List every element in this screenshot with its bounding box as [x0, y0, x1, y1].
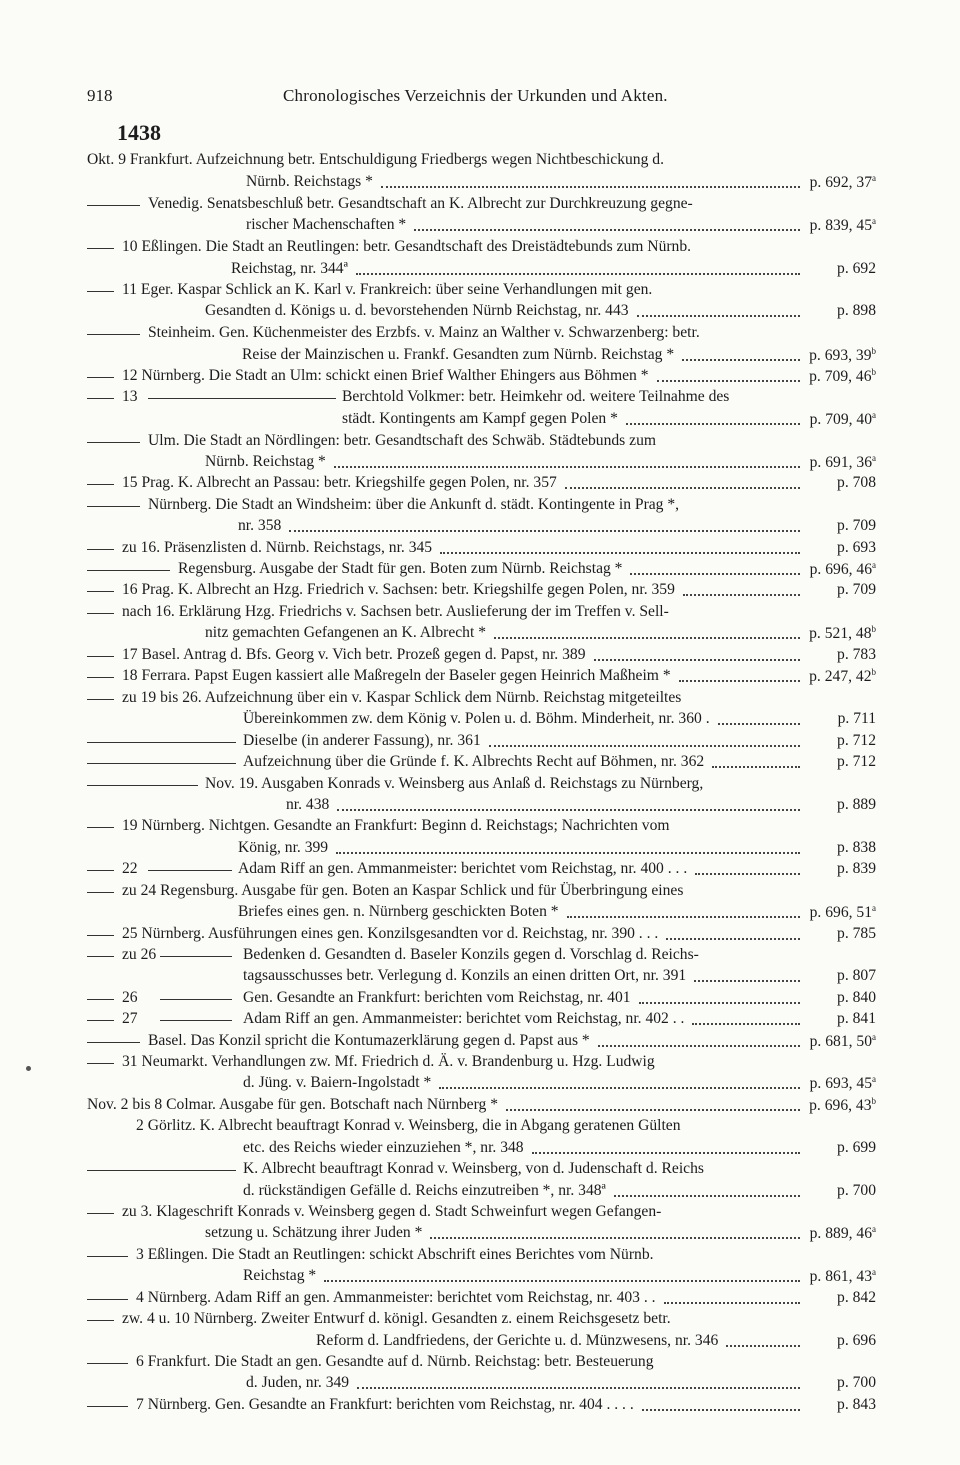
ditto-rule	[87, 785, 198, 786]
page-reference-text: p. 711	[837, 710, 876, 727]
leader-dots	[567, 916, 800, 918]
ditto-rule	[148, 398, 336, 399]
ditto-rule	[87, 1063, 114, 1064]
page-reference	[806, 540, 876, 556]
leader-dots	[356, 273, 800, 275]
page-reference	[806, 754, 876, 770]
ditto-rule	[87, 1406, 128, 1407]
ditto-rule	[87, 999, 114, 1000]
ditto-rule	[87, 1042, 140, 1043]
ditto-rule	[160, 1020, 232, 1021]
entry-text: 10 Eßlingen. Die Stadt an Reutlingen: betr. Gesandtschaft des Dreistädtebunds zum Nürnb.	[122, 238, 692, 255]
page-reference	[806, 1011, 876, 1027]
reference-superscript: a	[872, 453, 876, 463]
entry-text: Reichstag, nr. 344ª	[231, 260, 348, 277]
ditto-rule	[87, 248, 114, 249]
leader-dots	[657, 380, 800, 382]
page-reference-text: p. 712	[837, 732, 876, 749]
page-reference	[806, 1268, 876, 1285]
leader-dots	[289, 530, 800, 532]
entry-text: Briefes eines gen. n. Nürnberg geschickten Boten *	[238, 903, 559, 920]
entry-text: zu 16. Präsenzlisten d. Nürnb. Reichstags, nr. 345	[122, 539, 433, 556]
entry-text: zu 26	[122, 946, 157, 963]
entry-text: Regensburg. Ausgabe der Stadt für gen. Boten zum Nürnb. Reichstag *	[178, 560, 623, 577]
page-reference	[806, 1290, 876, 1306]
page-reference	[806, 1183, 876, 1199]
page-reference	[806, 668, 876, 685]
page-reference	[806, 647, 876, 663]
entry-text: Nürnberg. Die Stadt an Windsheim: über die Ankunft d. städt. Kontingente in Prag *,	[148, 496, 680, 513]
leader-dots	[718, 723, 800, 725]
entry-text: 12 Nürnberg. Die Stadt an Ulm: schickt einen Brief Walther Ehingers aus Böhmen *	[122, 367, 649, 384]
page-reference-text: p. 709	[837, 517, 876, 534]
entry-text: Gesandten d. Königs u. d. bevorstehenden Nürnb Reichstag, nr. 443	[205, 302, 629, 319]
page-reference-text: p. 839, 45	[809, 217, 872, 235]
page-reference-text: p. 785	[837, 925, 876, 942]
reference-superscript: a	[872, 216, 876, 226]
page-reference-text: p. 699	[837, 1139, 876, 1156]
entry-text: Aufzeichnung über die Gründe f. K. Albrechts Recht auf Böhmen, nr. 362	[243, 753, 705, 770]
leader-dots	[726, 1345, 800, 1347]
entry-text: Nürnb. Reichstag *	[205, 453, 326, 470]
ditto-rule	[87, 613, 114, 614]
page-reference	[806, 217, 876, 234]
page-reference	[806, 1375, 876, 1391]
page-reference-text: p. 681, 50	[809, 1033, 872, 1051]
entry-text: zu 24 Regensburg. Ausgabe für gen. Boten an Kaspar Schlick und für Überbringung eines	[122, 882, 684, 899]
leader-dots	[630, 573, 800, 575]
ditto-rule	[87, 1299, 128, 1300]
ditto-rule	[87, 742, 236, 743]
page-reference	[806, 1140, 876, 1156]
leader-dots	[324, 1280, 800, 1282]
ditto-rule	[87, 398, 114, 399]
leader-dots	[594, 659, 801, 661]
page-reference	[806, 475, 876, 491]
leader-dots	[683, 594, 800, 596]
leader-dots	[334, 466, 800, 468]
page-reference	[806, 990, 876, 1006]
page-reference-text: p. 696, 43	[809, 1097, 872, 1115]
entry-text: Adam Riff an gen. Ammanmeister: berichtet vom Reichstag, nr. 402 . .	[243, 1010, 685, 1027]
leader-dots	[695, 873, 800, 875]
ditto-rule	[87, 506, 140, 507]
leader-dots	[506, 1109, 800, 1111]
leader-dots	[565, 487, 800, 489]
leader-dots	[694, 980, 800, 982]
leader-dots	[357, 1387, 800, 1389]
ditto-rule	[87, 377, 114, 378]
entry-text: Basel. Das Konzil spricht die Kontumazerklärung gegen d. Papst aus *	[148, 1032, 590, 1049]
entry-text: 3 Eßlingen. Die Stadt an Reutlingen: schickt Abschrift eines Berichtes vom Nürnb.	[136, 1246, 654, 1263]
ditto-rule	[87, 1020, 114, 1021]
reference-superscript: a	[872, 1267, 876, 1277]
leader-dots	[336, 852, 800, 854]
page-reference-text: p. 692	[837, 260, 876, 277]
entry-text: nr. 358	[238, 517, 282, 534]
ditto-rule	[87, 1363, 128, 1364]
page-reference-text: p. 696	[837, 1332, 876, 1349]
ditto-rule	[87, 935, 114, 936]
page-reference	[806, 733, 876, 749]
entry-text: d. rückständigen Gefälle d. Reichs einzutreiben *, nr. 348ª	[243, 1182, 606, 1199]
entry-text: d. Juden, nr. 349	[246, 1374, 350, 1391]
page-reference-text: p. 693, 45	[809, 1075, 872, 1093]
page-reference	[806, 1097, 876, 1114]
page-reference	[806, 904, 876, 921]
page-reference-text: p. 709, 46	[809, 368, 872, 386]
ditto-rule	[87, 1256, 128, 1257]
leader-dots	[642, 1409, 800, 1411]
page-reference-text: p. 889, 46	[809, 1225, 872, 1243]
entry-text: nach 16. Erklärung Hzg. Friedrichs v. Sachsen betr. Auslieferung der im Treffen v. Sell-	[122, 603, 669, 620]
page-reference-text: p. 889	[837, 796, 876, 813]
page-reference-text: p. 839	[837, 860, 876, 877]
entry-text: rischer Machenschaften *	[246, 216, 407, 233]
page-reference-text: p. 840	[837, 989, 876, 1006]
page-reference-text: p. 807	[837, 967, 876, 984]
entry-text: 31 Neumarkt. Verhandlungen zw. Mf. Friedrich d. Ä. v. Brandenburg u. Hzg. Ludwig	[122, 1053, 655, 1070]
leader-dots	[439, 1087, 800, 1089]
page-reference-text: p. 861, 43	[809, 1268, 872, 1286]
page-reference	[806, 454, 876, 471]
entry-text: 7 Nürnberg. Gen. Gesandte an Frankfurt: berichten vom Reichstag, nr. 404 . . . .	[136, 1396, 634, 1413]
page-reference-text: p. 691, 36	[809, 454, 872, 472]
entry-text: 2 Görlitz. K. Albrecht beauftragt Konrad v. Weinsberg, die in Abgang geratenen Gülten	[136, 1117, 681, 1134]
ditto-rule	[148, 870, 232, 871]
page-reference	[806, 368, 876, 385]
leader-dots	[494, 637, 800, 639]
entry-text: Berchtold Volkmer: betr. Heimkehr od. weitere Teilnahme des	[342, 388, 730, 405]
page-reference	[806, 411, 876, 428]
reference-superscript: a	[872, 1224, 876, 1234]
leader-dots	[532, 1152, 800, 1154]
ink-speck	[26, 1066, 31, 1071]
page-reference-text: p. 700	[837, 1182, 876, 1199]
reference-superscript: a	[872, 1032, 876, 1042]
entry-text: Reichstag *	[243, 1267, 317, 1284]
ditto-rule	[87, 549, 114, 550]
page-reference-text: p. 693, 39	[809, 347, 872, 365]
leader-dots	[430, 1237, 800, 1239]
entry-text: d. Jüng. v. Baiern-Ingolstadt *	[243, 1074, 432, 1091]
entry-text: 17 Basel. Antrag d. Bfs. Georg v. Vich betr. Prozeß gegen d. Papst, nr. 389	[122, 646, 586, 663]
ditto-rule	[87, 892, 114, 893]
entry-text: 19 Nürnberg. Nichtgen. Gesandte an Frankfurt: Beginn d. Reichstags; Nachrichten vom	[122, 817, 670, 834]
ditto-rule	[87, 205, 140, 206]
page-reference	[806, 711, 876, 727]
entry-text: Adam Riff an gen. Ammanmeister: berichtet vom Reichstag, nr. 400 . . .	[238, 860, 688, 877]
entry-text: Bedenken d. Gesandten d. Baseler Konzils gegen d. Vorschlag d. Reichs-	[243, 946, 699, 963]
page-reference	[806, 174, 876, 191]
page-reference	[806, 926, 876, 942]
entry-text: nitz gemachten Gefangenen an K. Albrecht *	[205, 624, 487, 641]
ditto-rule	[87, 442, 140, 443]
entry-text: 26	[122, 989, 138, 1006]
page-number: 918	[87, 86, 113, 105]
page-reference-text: p. 521, 48	[809, 625, 872, 643]
ditto-rule	[87, 827, 114, 828]
ditto-rule	[87, 291, 114, 292]
entry-text: zu 19 bis 26. Aufzeichnung über ein v. Kaspar Schlick dem Nürnb. Reichstag mitgeteiltes	[122, 689, 682, 706]
entry-text: 25 Nürnberg. Ausführungen eines gen. Konzilsgesandten vor d. Reichstag, nr. 390 . . .	[122, 925, 659, 942]
page-reference	[806, 1075, 876, 1092]
entry-text: 15 Prag. K. Albrecht an Passau: betr. Kriegshilfe gegen Polen, nr. 357	[122, 474, 557, 491]
ditto-rule	[87, 656, 114, 657]
ditto-rule	[87, 870, 114, 871]
entry-text: Reform d. Landfriedens, der Gerichte u. d. Münzwesens, nr. 346	[316, 1332, 719, 1349]
page-reference-text: p. 712	[837, 753, 876, 770]
page-reference-text: p. 693	[837, 539, 876, 556]
leader-dots	[598, 1045, 800, 1047]
entry-text: zu 3. Klageschrift Konrads v. Weinsberg gegen d. Stadt Schweinfurt wegen Gefangen-	[122, 1203, 662, 1220]
leader-dots	[692, 1023, 800, 1025]
reference-superscript: a	[872, 410, 876, 420]
leader-dots	[614, 1195, 800, 1197]
page-reference-text: p. 696, 51	[809, 904, 872, 922]
page-reference-text: p. 783	[837, 646, 876, 663]
reference-superscript: b	[871, 1096, 876, 1106]
entry-text: setzung u. Schätzung ihrer Juden *	[205, 1224, 423, 1241]
page-reference	[806, 797, 876, 813]
entry-text: 27	[122, 1010, 138, 1027]
leader-dots	[712, 766, 800, 768]
page-reference-text: p. 841	[837, 1010, 876, 1027]
page-reference	[806, 968, 876, 984]
entry-text: Übereinkommen zw. dem König v. Polen u. d. Böhm. Minderheit, nr. 360 .	[243, 710, 710, 727]
page-reference	[806, 261, 876, 277]
leader-dots	[664, 1302, 800, 1304]
ditto-rule	[87, 591, 114, 592]
page-reference	[806, 840, 876, 856]
entry-text: Venedig. Senatsbeschluß betr. Gesandtschaft an K. Albrecht zur Durchkreuzung gegne-	[148, 195, 693, 212]
page-reference-text: p. 247, 42	[809, 668, 872, 686]
entry-text: Reise der Mainzischen u. Frankf. Gesandten zum Nürnb. Reichstag *	[242, 346, 675, 363]
leader-dots	[637, 315, 800, 317]
entry-text: Nürnb. Reichstags *	[246, 173, 373, 190]
leader-dots	[679, 680, 800, 682]
entry-text: Okt. 9 Frankfurt. Aufzeichnung betr. Entschuldigung Friedbergs wegen Nichtbeschickung d.	[87, 151, 664, 168]
page-reference	[806, 347, 876, 364]
entry-text: Gen. Gesandte an Frankfurt: berichten vom Reichstag, nr. 401	[243, 989, 631, 1006]
entry-text: Nov. 2 bis 8 Colmar. Ausgabe für gen. Botschaft nach Nürnberg *	[87, 1096, 498, 1113]
ditto-rule	[87, 763, 236, 764]
entry-text: K. Albrecht beauftragt Konrad v. Weinsberg, von d. Judenschaft d. Reichs	[243, 1160, 704, 1177]
page-reference-text: p. 709	[837, 581, 876, 598]
reference-superscript: b	[871, 624, 876, 634]
ditto-rule	[87, 1320, 114, 1321]
page-reference	[806, 625, 876, 642]
ditto-rule	[160, 999, 232, 1000]
leader-dots	[489, 745, 800, 747]
page-reference	[806, 582, 876, 598]
reference-superscript: a	[872, 173, 876, 183]
page-reference	[806, 1033, 876, 1050]
page-reference-text: p. 692, 37	[809, 174, 872, 192]
page-reference	[806, 1397, 876, 1413]
entry-text: etc. des Reichs wieder einzuziehen *, nr. 348	[243, 1139, 524, 1156]
entry-text: nr. 438	[286, 796, 330, 813]
page-reference	[806, 1225, 876, 1242]
reference-superscript: a	[872, 1074, 876, 1084]
entry-text: städt. Kontingents am Kampf gegen Polen *	[342, 410, 618, 427]
entry-text: 18 Ferrara. Papst Eugen kassiert alle Maßregeln der Baseler gegen Heinrich Maßheim *	[122, 667, 671, 684]
entry-text: 11 Eger. Kaspar Schlick an K. Karl v. Frankreich: über seine Verhandlungen mit gen.	[122, 281, 653, 298]
page-reference-text: p. 709, 40	[809, 411, 872, 429]
entry-text: 6 Frankfurt. Die Stadt an gen. Gesandte auf d. Nürnb. Reichstag: betr. Besteuerung	[136, 1353, 654, 1370]
ditto-rule	[87, 677, 114, 678]
reference-superscript: b	[871, 667, 876, 677]
page-reference	[806, 861, 876, 877]
reference-superscript: b	[871, 367, 876, 377]
leader-dots	[626, 423, 800, 425]
page-reference-text: p. 708	[837, 474, 876, 491]
page-reference	[806, 303, 876, 319]
reference-superscript: a	[872, 903, 876, 913]
entry-text: zw. 4 u. 10 Nürnberg. Zweiter Entwurf d. königl. Gesandten z. einem Reichsgesetz betr.	[122, 1310, 671, 1327]
ditto-rule	[87, 699, 114, 700]
leader-dots	[682, 359, 800, 361]
entry-text: tagsausschusses betr. Verlegung d. Konzils an einen dritten Ort, nr. 391	[243, 967, 687, 984]
page-reference-text: p. 842	[837, 1289, 876, 1306]
ditto-rule	[87, 956, 114, 957]
running-title: Chronologisches Verzeichnis der Urkunden und Akten.	[283, 86, 668, 105]
page-reference-text: p. 898	[837, 302, 876, 319]
entry-text: 22	[122, 860, 138, 877]
leader-dots	[414, 229, 800, 231]
leader-dots	[440, 552, 800, 554]
ditto-rule	[87, 484, 114, 485]
year-heading: 1438	[117, 120, 161, 145]
page-reference-text: p. 700	[837, 1374, 876, 1391]
entry-text: 16 Prag. K. Albrecht an Hzg. Friedrich v. Sachsen: betr. Kriegshilfe gegen Polen, nr. 359	[122, 581, 675, 598]
page-reference-text: p. 838	[837, 839, 876, 856]
page-reference	[806, 518, 876, 534]
page-reference	[806, 1333, 876, 1349]
leader-dots	[381, 186, 800, 188]
page-reference	[806, 561, 876, 578]
reference-superscript: b	[871, 346, 876, 356]
ditto-rule	[87, 1170, 236, 1171]
entry-text: König, nr. 399	[238, 839, 329, 856]
leader-dots	[639, 1002, 800, 1004]
reference-superscript: a	[872, 560, 876, 570]
entry-text: Nov. 19. Ausgaben Konrads v. Weinsberg aus Anlaß d. Reichstags zu Nürnberg,	[205, 775, 704, 792]
ditto-rule	[160, 956, 232, 957]
entry-text: 4 Nürnberg. Adam Riff an gen. Ammanmeister: berichtet vom Reichstag, nr. 403 . .	[136, 1289, 656, 1306]
leader-dots	[337, 809, 800, 811]
entry-text: Ulm. Die Stadt an Nördlingen: betr. Gesandtschaft des Schwäb. Städtebunds zum	[148, 432, 656, 449]
leader-dots	[666, 938, 800, 940]
page-reference-text: p. 843	[837, 1396, 876, 1413]
entry-text: Steinheim. Gen. Küchenmeister des Erzbfs. v. Mainz an Walther v. Schwarzenberg: betr.	[148, 324, 700, 341]
entry-text: 13	[122, 388, 138, 405]
ditto-rule	[87, 1213, 114, 1214]
page-reference-text: p. 696, 46	[809, 561, 872, 579]
ditto-rule	[87, 570, 170, 571]
ditto-rule	[87, 334, 140, 335]
entry-text: Dieselbe (in anderer Fassung), nr. 361	[243, 732, 481, 749]
